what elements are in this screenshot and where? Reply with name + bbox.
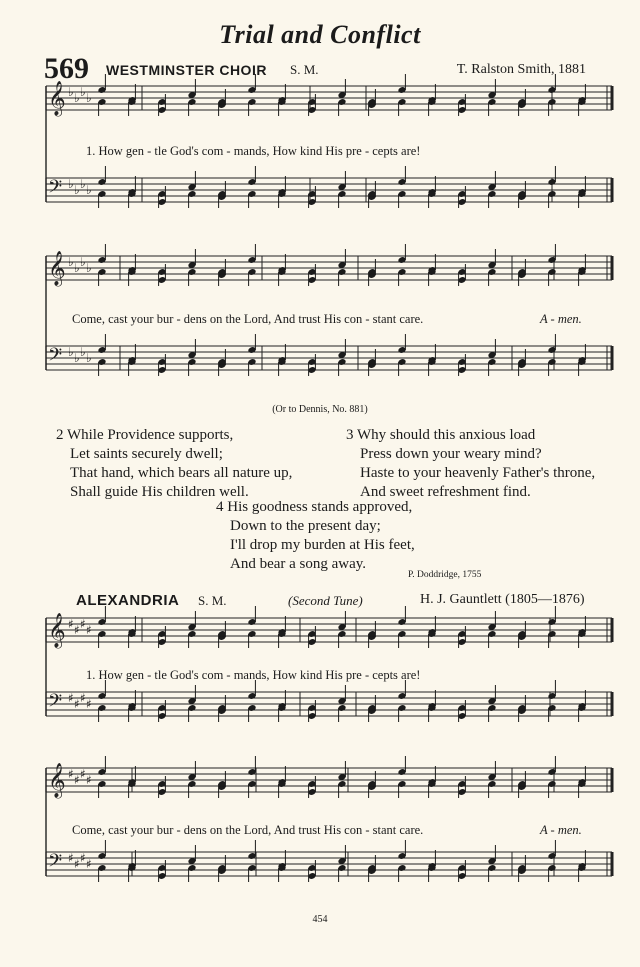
svg-text:♭: ♭ xyxy=(74,261,80,275)
composer: T. Ralston Smith, 1881 xyxy=(456,62,586,77)
stanza-line: Let saints securely dwell; xyxy=(70,446,223,462)
second-tune-label: (Second Tune) xyxy=(288,593,363,608)
svg-text:♯: ♯ xyxy=(68,767,74,781)
stanza-2 xyxy=(56,426,292,502)
svg-text:♯: ♯ xyxy=(80,851,86,865)
meter: S. M. xyxy=(290,62,319,77)
svg-text:♭: ♭ xyxy=(68,85,74,99)
tune-name-2: ALEXANDRIA xyxy=(76,592,180,609)
svg-text:𝄢: 𝄢 xyxy=(48,177,63,202)
hymn-number: 569 xyxy=(44,52,89,85)
svg-text:♭: ♭ xyxy=(80,255,86,269)
amen-label-2: A - men. xyxy=(540,823,582,837)
svg-text:♯: ♯ xyxy=(74,773,80,787)
stanza-line: Press down your weary mind? xyxy=(360,446,542,462)
svg-text:𝄞: 𝄞 xyxy=(48,613,66,648)
svg-text:♯: ♯ xyxy=(86,773,92,787)
stanza-4 xyxy=(216,498,415,574)
section-title: Trial and Conflict xyxy=(219,20,421,49)
svg-text:♭: ♭ xyxy=(74,183,80,197)
svg-text:♭: ♭ xyxy=(74,91,80,105)
svg-text:♯: ♯ xyxy=(80,691,86,705)
stanza-line: And sweet refreshment find. xyxy=(360,484,531,500)
lyric-line-1: 1. How gen - tle God's com - mands, How kind His pre - cepts are! xyxy=(86,144,421,158)
svg-text:𝄞: 𝄞 xyxy=(48,81,66,116)
svg-text:♯: ♯ xyxy=(68,617,74,631)
tune-name: WESTMINSTER CHOIR xyxy=(106,62,267,78)
svg-text:𝄢: 𝄢 xyxy=(48,345,63,370)
svg-text:♯: ♯ xyxy=(68,691,74,705)
stanza-line: That hand, which bears all nature up, xyxy=(70,465,293,481)
lyric-line-3: 1. How gen - tle God's com - mands, How kind His pre - cepts are! xyxy=(86,668,421,682)
svg-text:♯: ♯ xyxy=(86,857,92,871)
stanza-line: Down to the present day; xyxy=(230,518,381,534)
hymn-author: P. Doddridge, 1755 xyxy=(408,570,482,580)
svg-text:♯: ♯ xyxy=(86,697,92,711)
stanza-line: Shall guide His children well. xyxy=(70,484,249,500)
svg-text:♯: ♯ xyxy=(80,617,86,631)
svg-text:♭: ♭ xyxy=(86,261,92,275)
svg-text:♭: ♭ xyxy=(80,345,86,359)
page-number: 454 xyxy=(312,914,328,925)
alt-tune-note: (Or to Dennis, No. 881) xyxy=(272,404,368,415)
svg-text:♭: ♭ xyxy=(80,85,86,99)
svg-text:𝄞: 𝄞 xyxy=(48,251,66,286)
stanza-line: Haste to your heavenly Father's throne, xyxy=(360,465,596,481)
svg-text:♯: ♯ xyxy=(74,623,80,637)
svg-text:𝄞: 𝄞 xyxy=(48,763,66,798)
amen-label: A - men. xyxy=(540,312,582,326)
stanza-line: 3 Why should this anxious load xyxy=(346,427,536,443)
stanza-line: 4 His goodness stands approved, xyxy=(216,499,413,515)
svg-text:♭: ♭ xyxy=(68,345,74,359)
svg-text:♭: ♭ xyxy=(68,255,74,269)
svg-text:𝄢: 𝄢 xyxy=(48,851,63,876)
svg-text:♯: ♯ xyxy=(68,851,74,865)
meter-2: S. M. xyxy=(198,593,227,608)
svg-text:♭: ♭ xyxy=(86,91,92,105)
lyric-line-2: Come, cast your bur - dens on the Lord, And trust His con - stant care. xyxy=(72,312,424,326)
lyric-line-4: Come, cast your bur - dens on the Lord, And trust His con - stant care. xyxy=(72,823,424,837)
svg-text:♯: ♯ xyxy=(86,623,92,637)
svg-text:♭: ♭ xyxy=(86,183,92,197)
svg-text:♭: ♭ xyxy=(86,351,92,365)
svg-text:♭: ♭ xyxy=(80,177,86,191)
composer-2: H. J. Gauntlett (1805—1876) xyxy=(420,592,585,607)
stanza-line: I'll drop my burden at His feet, xyxy=(230,537,415,553)
stanza-3 xyxy=(346,426,595,502)
svg-text:♯: ♯ xyxy=(80,767,86,781)
svg-text:𝄢: 𝄢 xyxy=(48,691,63,716)
stanza-line: 2 While Providence supports, xyxy=(56,427,234,443)
svg-text:♯: ♯ xyxy=(74,857,80,871)
svg-text:♯: ♯ xyxy=(74,697,80,711)
stanza-line: And bear a song away. xyxy=(230,556,367,572)
svg-text:♭: ♭ xyxy=(68,177,74,191)
svg-text:♭: ♭ xyxy=(74,351,80,365)
